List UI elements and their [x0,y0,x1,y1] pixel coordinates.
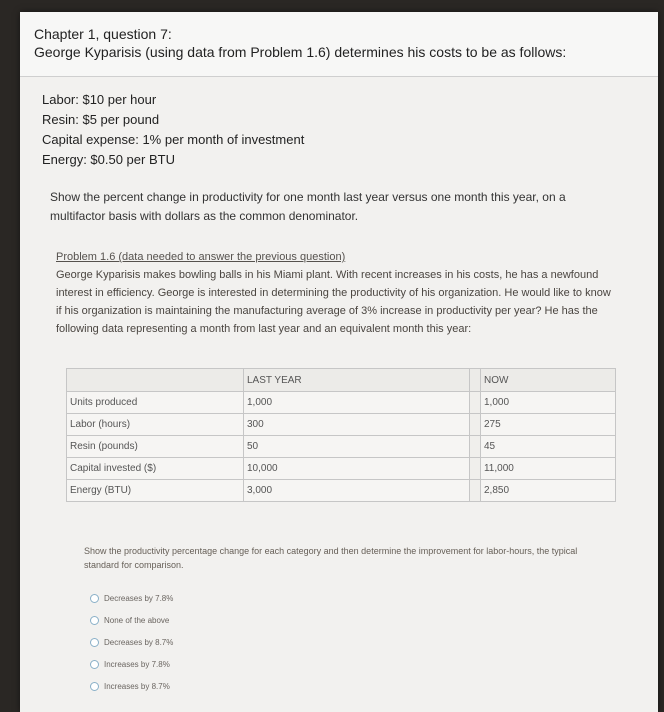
option-decreases-8-7[interactable] [90,638,173,647]
problem-block [56,248,616,338]
table-row [67,392,616,414]
radio-button[interactable] [90,682,99,691]
table-spacer [469,392,480,414]
row-now: 2,850 [480,480,615,502]
table-row [67,480,616,502]
cost-energy: Energy: $0.50 per BTU [42,152,175,167]
table-spacer [469,369,480,392]
table-spacer [469,480,480,502]
option-increases-7-8[interactable] [90,660,170,669]
row-last-year: 3,000 [244,480,470,502]
radio-button[interactable] [90,594,99,603]
cost-labor: Labor: $10 per hour [42,92,157,107]
data-table [66,368,616,502]
option-decreases-7-8[interactable] [90,594,173,603]
option-label: Decreases by 7.8% [104,594,174,603]
chapter-title: Chapter 1, question 7: [34,26,172,42]
cost-capital: Capital expense: 1% per month of investment [42,132,305,147]
row-last-year: 10,000 [244,458,470,480]
table-row [67,458,616,480]
problem-link[interactable]: Problem 1.6 (data needed to answer the previous question) [56,251,346,263]
table-header-row [67,369,616,392]
option-none-of-above[interactable] [90,616,169,625]
row-now: 45 [480,436,615,458]
question-header [20,12,658,77]
table-spacer [469,414,480,436]
table-row [67,436,616,458]
row-label: Capital invested ($) [67,458,244,480]
table-header-now: NOW [480,369,615,392]
cost-resin: Resin: $5 per pound [42,112,160,127]
row-now: 11,000 [480,458,615,480]
option-label: Increases by 7.8% [104,660,170,669]
table-header-blank [67,369,244,392]
row-last-year: 300 [244,414,470,436]
problem-text: George Kyparisis makes bowling balls in his Miami plant. With recent increases in his costs, he has a newfound interest in efficiency. George is interested in determining the productivity of his organization. He would like to know if his organization is maintaining the manufacturing average of 3% increase in productivity per year? He has the following data representing a month from last year and an equivalent month this year: [56,269,611,335]
option-increases-8-7[interactable] [90,682,170,691]
document-page [20,12,658,712]
row-label: Units produced [67,392,244,414]
question-text: Show the productivity percentage change for each category and then determine the improvement for labor-hours, the typical standard for comparison. [84,546,578,570]
option-label: Decreases by 8.7% [104,638,174,647]
cost-list [42,90,304,170]
row-last-year: 50 [244,436,470,458]
question-intro: George Kyparisis (using data from Problem 1.6) determines his costs to be as follows: [34,44,567,60]
row-now: 1,000 [480,392,615,414]
radio-button[interactable] [90,616,99,625]
table-spacer [469,436,480,458]
row-label: Resin (pounds) [67,436,244,458]
radio-button[interactable] [90,638,99,647]
instruction-text: Show the percent change in productivity for one month last year versus one month this year, on a multifactor basis with dollars as the common denominator. [50,190,566,223]
table-row [67,414,616,436]
option-label: Increases by 8.7% [104,682,170,691]
table-header-last-year: LAST YEAR [244,369,470,392]
row-now: 275 [480,414,615,436]
row-label: Labor (hours) [67,414,244,436]
table-spacer [469,458,480,480]
row-label: Energy (BTU) [67,480,244,502]
option-label: None of the above [104,616,170,625]
radio-button[interactable] [90,660,99,669]
row-last-year: 1,000 [244,392,470,414]
